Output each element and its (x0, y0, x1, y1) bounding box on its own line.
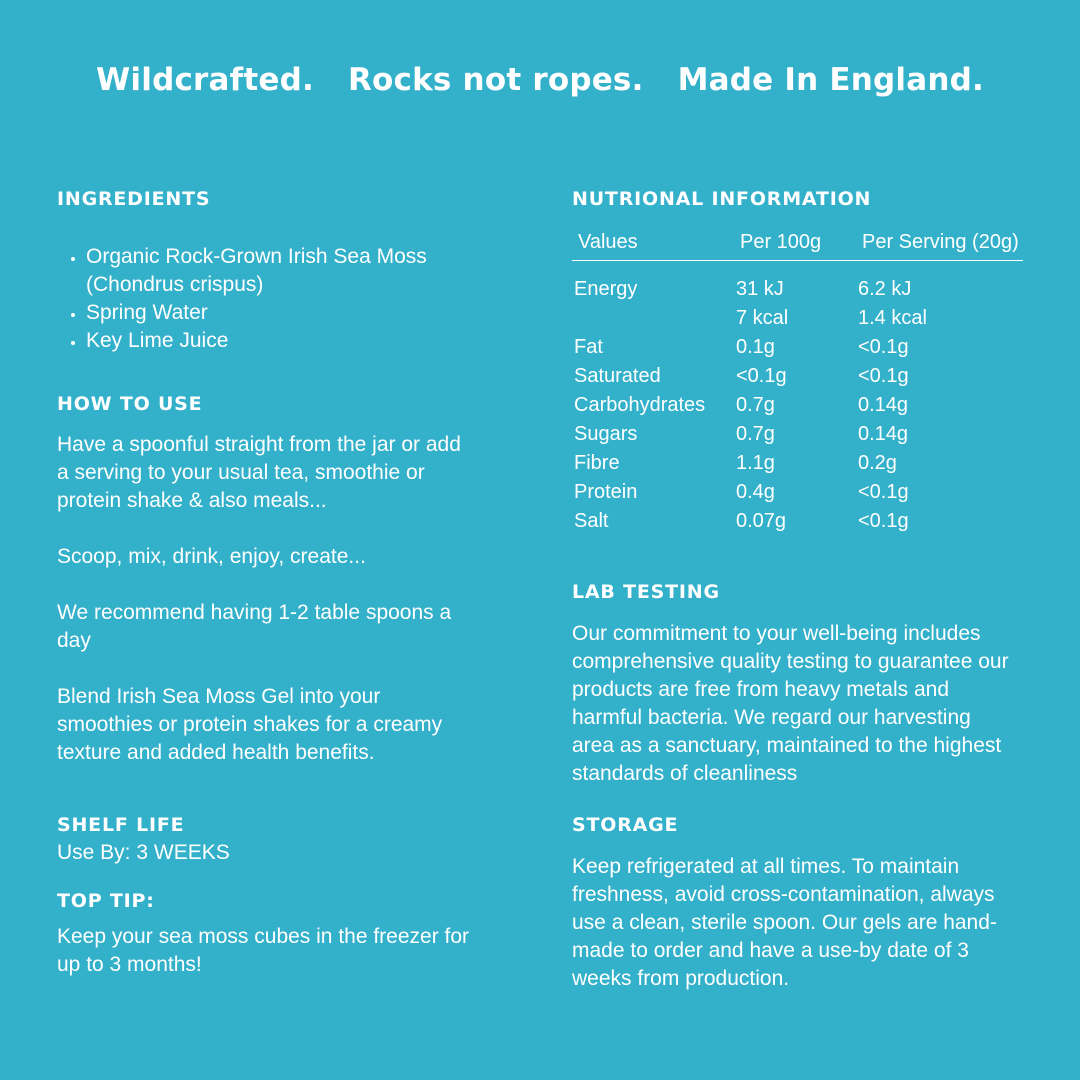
per-100g-value: 0.4g (736, 481, 775, 503)
per-100g-value: 31 kJ (736, 278, 784, 300)
nutrient-name: Saturated (574, 365, 661, 387)
lab-testing-text: Our commitment to your well-being includes comprehensive quality testing to guarantee our products are free from heavy metals and harmful bacteria. We regard our harvesting area as a sanctuary, maintained to the highest standards of cleanliness (572, 622, 1009, 785)
per-serving-value: 1.4 kcal (858, 307, 927, 329)
table-row (572, 362, 1023, 391)
nutrient-name: Fibre (574, 452, 620, 474)
per-serving-value: 0.14g (858, 394, 909, 416)
table-row (572, 333, 1023, 362)
tagline-wildcrafted: Wildcrafted. (96, 62, 314, 98)
nutrient-name: Sugars (574, 423, 638, 445)
per-100g-value: 0.7g (736, 423, 775, 445)
how-to-use-paragraph: We recommend having 1-2 table spoons a day (57, 601, 452, 652)
nutrient-name: Salt (574, 510, 609, 532)
per-100g-value: 7 kcal (736, 307, 789, 329)
per-serving-value: 6.2 kJ (858, 278, 912, 300)
how-to-use-paragraph: Scoop, mix, drink, enjoy, create... (57, 545, 366, 568)
nutrient-name: Protein (574, 481, 638, 503)
lab-testing-heading: LAB TESTING (572, 581, 720, 603)
ingredient-item: • Key Lime Juice (86, 327, 466, 355)
table-row (572, 507, 1023, 536)
nutrient-name (572, 304, 734, 333)
tagline (0, 62, 1080, 98)
ingredient-item: • Spring Water (86, 299, 466, 327)
nutrient-name: Energy (574, 278, 638, 300)
table-row (572, 261, 1023, 305)
table-row (572, 420, 1023, 449)
shelf-life-heading: SHELF LIFE (57, 814, 185, 836)
storage-heading: STORAGE (572, 814, 679, 836)
column-header-per-100g: Per 100g (734, 228, 856, 261)
top-tip-heading: TOP TIP: (57, 890, 155, 912)
how-to-use-paragraph: Blend Irish Sea Moss Gel into your smoothies or protein shakes for a creamy texture and added health benefits. (57, 685, 443, 764)
storage-text: Keep refrigerated at all times. To maintain freshness, avoid cross-contamination, always use a clean, sterile spoon. Our gels are hand-made to order and have a use-by date of 3 weeks from production. (572, 855, 997, 990)
per-100g-value: 1.1g (736, 452, 775, 474)
how-to-use-paragraph: Have a spoonful straight from the jar or add a serving to your usual tea, smoothie or protein shake & also meals... (57, 433, 461, 512)
top-tip-text: Keep your sea moss cubes in the freezer for up to 3 months! (57, 925, 470, 976)
nutrient-name: Carbohydrates (574, 394, 706, 416)
table-row (572, 391, 1023, 420)
nutrient-name: Fat (574, 336, 603, 358)
tagline-made-in-england: Made In England. (677, 62, 984, 98)
table-row (572, 449, 1023, 478)
per-serving-value: <0.1g (858, 365, 909, 387)
per-serving-value: 0.14g (858, 423, 909, 445)
ingredients-list (58, 243, 466, 355)
shelf-life-text: Use By: 3 WEEKS (57, 841, 230, 864)
nutrition-table (572, 228, 1023, 536)
per-serving-value: <0.1g (858, 510, 909, 532)
ingredient-item: • Organic Rock-Grown Irish Sea Moss (Chondrus crispus) (86, 243, 466, 299)
column-header-per-serving: Per Serving (20g) (856, 228, 1023, 261)
column-header-values: Values (572, 228, 734, 261)
per-serving-value: 0.2g (858, 452, 897, 474)
per-100g-value: 0.07g (736, 510, 787, 532)
nutrition-header-row (572, 228, 1023, 261)
nutrition-heading: NUTRIONAL INFORMATION (572, 188, 872, 210)
per-100g-value: 0.1g (736, 336, 775, 358)
per-serving-value: <0.1g (858, 481, 909, 503)
tagline-rocks-not-ropes: Rocks not ropes. (347, 62, 644, 98)
how-to-use-heading: HOW TO USE (57, 393, 203, 415)
table-row (572, 478, 1023, 507)
ingredients-heading: INGREDIENTS (57, 188, 211, 210)
per-serving-value: <0.1g (858, 336, 909, 358)
table-row (572, 304, 1023, 333)
per-100g-value: 0.7g (736, 394, 775, 416)
how-to-use-text (57, 431, 477, 767)
per-100g-value: <0.1g (736, 365, 787, 387)
